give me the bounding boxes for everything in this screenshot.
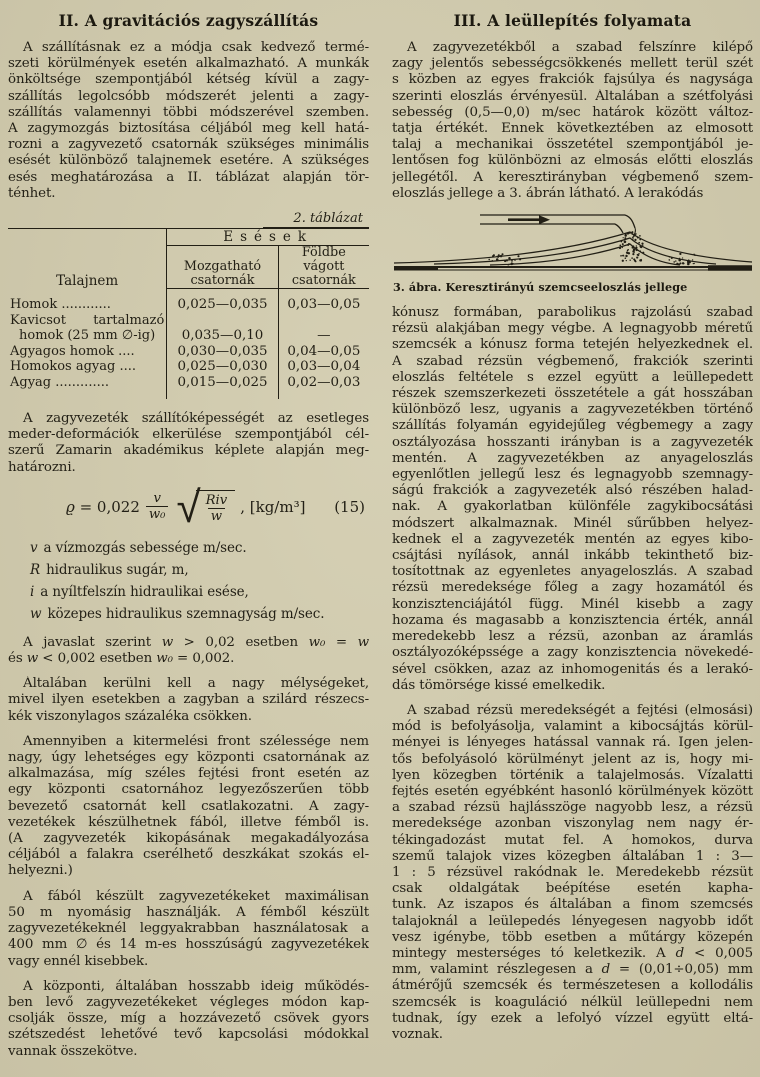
mobile-channel-value: 0,015—0,025 <box>167 375 278 400</box>
figure-3 <box>392 211 753 294</box>
equation-lhs: ϱ = 0,022 <box>66 497 140 516</box>
soil-type-line: Agyag ............. <box>10 374 109 390</box>
mobile-channel-value: 0,025—0,030 <box>167 359 278 375</box>
table-label-text: 2. táblázat <box>263 211 369 228</box>
text-line: esés meghatározása a II. táblázat alapján tör- <box>8 169 369 185</box>
text-line: önköltsége szempontjából kétség kívül a zagy- <box>8 72 369 88</box>
mobile-channel-value: 0,030—0,035 <box>167 344 278 360</box>
text-line: 50 m nyomásig használják. A fémből készült <box>8 904 369 920</box>
text-line: szemcsék a kónusz forma tetején helyezkednek el. <box>392 337 753 353</box>
text-line: tős befolyásoló körülményt jelent az is, hogy mi- <box>392 751 753 767</box>
table-row <box>8 359 369 375</box>
text-line: módszert alkalmaznak. Minél sűrűbben helyez- <box>392 515 753 531</box>
text-line: a szabad rézsü hajlásszöge nagyobb lesz, a rézsü <box>392 800 753 816</box>
text-line: szállítás valamennyi többi módszerével szemben. <box>8 104 369 120</box>
text-line: kednek el a zagyvezeték mentén az egyes kibo- <box>392 531 753 547</box>
square-root <box>176 481 235 533</box>
text-line: lyen közegben történik a talajelmosás. Vízalatti <box>392 767 753 783</box>
right-column-blocks <box>392 40 753 1043</box>
text-line: talajoknál a leülepedés lényegesen nagyobb időt <box>392 913 753 929</box>
subheader-line: csatornák <box>190 273 255 289</box>
text-line: ben levő zagyvezetékeket végleges módon kap- <box>8 994 369 1010</box>
text-line: konzisztenciájától függ. Minél kisebb a zagy <box>392 596 753 612</box>
text-line: szállítás folyamán egyidejűleg végbemegy a zagy <box>392 418 753 434</box>
left-column <box>8 8 369 1069</box>
text-line: A központi, általában hosszabb ideig működés- <box>23 978 369 994</box>
text-line: nak. A gyakorlatban különféle zagykibocsátási <box>392 499 753 515</box>
symbol-definition: R hidraulikus sugár, m, <box>30 561 189 578</box>
paragraph <box>8 889 369 970</box>
symbol-definition: i a nyíltfelszín hidraulikai esése, <box>30 583 249 600</box>
column-header-talajnem: Talajnem <box>8 229 167 289</box>
column-subheader <box>167 246 278 289</box>
text-line: 1 : 5 rézsüvel rakódnak le. Meredekebb rézsüt <box>392 864 753 880</box>
text-line: A szabad rézsün végbemenő, frakciók szerinti <box>392 353 753 369</box>
text-line: eloszlás feltétele s ezzel együtt a leüllepedett <box>392 369 753 385</box>
text-line: A szabad rézsü meredekségét a fejtési (elmosási) <box>407 702 753 718</box>
text-line: szerinti eloszlás érvényesül. Általában a szétfolyási <box>392 88 753 104</box>
right-column <box>392 8 753 1069</box>
text-line: tékingadozást mutat fel. A homokos, durva <box>392 832 753 848</box>
slope-table <box>8 228 369 399</box>
soil-type-line: Homok ............ <box>10 297 111 313</box>
text-line: hozama és magasabb a konzisztencia érték, annál <box>392 612 753 628</box>
section-heading-ii: II. A gravitációs zagyszállítás <box>58 11 319 30</box>
text-line: ményei is lényeges hatással vannak rá. Igen jelen- <box>392 735 753 751</box>
text-line: szerű Zamarin akadémikus képlete alapján meg- <box>8 443 369 459</box>
paragraph <box>8 635 369 667</box>
paragraph <box>392 703 753 1043</box>
text-line: szállítás legolcsóbb módszerét jelenti a zagy- <box>8 88 369 104</box>
text-line: tudnak, így ezek a lefolyó vízzel együtt eltá- <box>392 1010 753 1026</box>
figure-3-drawing <box>392 211 754 275</box>
text-line: vezetékek készülhetnek fából, illetve fémből is. <box>8 814 369 830</box>
soil-type-cell <box>8 344 167 360</box>
radicand-fraction: $\frac{\text{Riv}}{w}$ <box>205 492 228 524</box>
soil-type-cell <box>8 313 167 344</box>
text-line: sével csökken, azaz az inhomogenitás és a lerakó- <box>392 661 753 677</box>
cut-channel-value: 0,04—0,05 <box>287 343 361 359</box>
text-line: csájtási nyílások, annál inkább tekinthető biz- <box>392 548 753 564</box>
mobile-channel-value: 0,035—0,10 <box>167 313 278 344</box>
text-line: tosítottnak az egyenletes anyageloszlás. A szabad <box>392 564 753 580</box>
text-line: fejtés esetén egyébként hasonló körülmények között <box>392 783 753 799</box>
text-line: különböző lesz, ugyanis a zagyvezetékben történő <box>392 402 753 418</box>
text-line: mm, valamint részlegesen a d = (0,01÷0,05) mm <box>392 962 753 978</box>
text-line: jellegétől. A keresztirányban végbemenő szem- <box>392 169 753 185</box>
cut-channel-value: 0,03—0,05 <box>287 297 361 313</box>
text-line: 400 mm ∅ és 14 m-es hosszúságú zagyvezetékek <box>8 937 369 953</box>
text-line: A zagymozgás biztosítása céljából meg kell hatá- <box>8 121 369 137</box>
text-line: vagy ennél kisebbek. <box>8 953 149 969</box>
slope-table-head <box>8 229 369 289</box>
text-line: csolják össze, míg a hozzávezető csövek gyors <box>8 1011 369 1027</box>
table-label <box>8 211 369 228</box>
text-line: A javaslat szerint w > 0,02 esetben w₀ = w <box>23 634 369 650</box>
text-line: szétszedést lehetővé tevő kapcsolási módokkal <box>8 1027 369 1043</box>
soil-type-cell <box>8 289 167 313</box>
cut-channel-value: — <box>317 328 331 344</box>
subheader-line: Mozgatható <box>183 259 262 275</box>
text-line: dás tömörsége kissé emelkedik. <box>392 677 606 693</box>
text-line: A zagyvezetékből a szabad felszínre kilépő <box>407 40 753 55</box>
text-line: nagy, úgy lehetséges egy központi csatornának az <box>8 750 369 766</box>
paragraph <box>8 676 369 725</box>
text-line: Amennyiben a kitermelési front szélessége nem <box>23 733 369 749</box>
soil-type-cell <box>8 375 167 400</box>
paragraph <box>8 979 369 1060</box>
flow-direction-arrow-icon <box>508 215 550 224</box>
text-line: szemű talajok vizes közegben általában 1 : 3— <box>392 848 753 864</box>
text-line: szemcsék is koaguláció nélkül leüllepedni nem <box>392 994 753 1010</box>
radical-sign: √ <box>176 481 201 533</box>
paragraph <box>392 305 753 694</box>
text-line: tatja értékét. Ennek következtében az elmosott <box>392 121 753 137</box>
symbol-definition: v a vízmozgás sebessége m/sec. <box>30 539 247 556</box>
table-row <box>8 313 369 344</box>
text-line: talaj a mechanikai összetétel szempontjából je- <box>392 137 753 153</box>
text-line: szeti körülmények esetén alkalmazható. A munkák <box>8 56 369 72</box>
symbol-definitions <box>8 537 369 625</box>
text-line: kék viszonylagos százaléka csökken. <box>8 708 252 724</box>
symbol-definition: w közepes hidraulikus szemnagyság m/sec. <box>30 605 325 622</box>
table-row <box>8 289 369 313</box>
text-line: meredekebb lesz a rézsü, azonban az áramlás <box>392 629 753 645</box>
text-line: tunk. Az iszapos és általában a finom szemcsés <box>392 897 753 913</box>
text-line: sebesség (0,5—0,0) m/sec határok között változ- <box>392 104 753 120</box>
text-line: lentősen fog különbözni az elmosás előtti eloszlás <box>392 153 753 169</box>
soil-type-line: Homokos agyag .... <box>10 359 136 375</box>
equation-number: (15) <box>334 497 365 516</box>
text-line: Általában kerülni kell a nagy mélységeket, <box>23 676 369 692</box>
velocity-fraction: $\frac{v}{\text{w₀}}$ <box>146 491 169 522</box>
subheader-line: vágott <box>303 259 345 275</box>
subheader-line: csatornák <box>291 273 356 289</box>
text-line: egy központi csatornához legyezőszerűen több <box>8 782 369 798</box>
text-line: átmérőjű szemcsék és természetesen a kollodális <box>392 978 753 994</box>
column-subheader <box>278 246 369 289</box>
text-line: A szállításnak ez a módja csak kedvező termé- <box>23 40 369 55</box>
text-line: mintegy mesterséges tó keletkezik. A d < 0,005 <box>392 945 753 961</box>
text-line: meder-deformációk elkerülése szempontjából cél- <box>8 427 369 443</box>
paragraph <box>8 734 369 880</box>
deposition-cone-curves <box>394 232 752 265</box>
equation-units: , [kg/m³] <box>240 497 306 516</box>
text-line: mivel ilyen esetekben a zagyban a szilárd részecs- <box>8 692 369 708</box>
text-line: csak oldalgátak beépítése esetén kapha- <box>392 881 753 897</box>
paragraph <box>8 40 369 202</box>
soil-type-line: homok (25 mm ∅-ig) <box>19 328 156 344</box>
text-line: osztályozóképssége a zagy konzisztencia növekedé- <box>392 645 753 661</box>
subheader-line: Földbe <box>301 245 346 261</box>
text-line: helyezni.) <box>8 863 73 879</box>
text-line: alkalmazása, míg széles fejtési front esetén az <box>8 766 369 782</box>
text-line: zagy jelentős sebességcsökkenés mellett terül szét <box>392 56 753 72</box>
text-line: bevezető csatornát kell csatlakozatni. A zagy- <box>8 798 369 814</box>
paragraph <box>392 40 753 202</box>
text-line: s közben az egyes frakciók fajsúlya és nagysága <box>392 72 753 88</box>
cut-channel-value: 0,02—0,03 <box>287 374 361 390</box>
left-column-blocks <box>8 40 369 1060</box>
text-line: A fából készült zagyvezetékeket maximálisan <box>23 888 369 904</box>
text-line: A zagyvezeték szállítóképességét az esetleges <box>23 411 369 427</box>
text-line: mentén. A zagyvezetékben az anyageloszlás <box>392 450 753 466</box>
text-line: és w < 0,002 esetben w₀ = 0,002. <box>8 651 235 667</box>
text-line: rozni a zagyvezető csatornák szükséges minimális <box>8 137 369 153</box>
table-row <box>8 375 369 400</box>
table-header-row <box>8 229 369 246</box>
text-line: rézsü alakjában megy végbe. A legnagyobb méretű <box>392 321 753 337</box>
baseline <box>394 267 752 270</box>
mobile-channel-value: 0,025—0,035 <box>167 289 278 313</box>
text-line: ténhet. <box>8 185 56 201</box>
text-line: vannak összekötve. <box>8 1043 138 1059</box>
equation-15 <box>8 481 369 533</box>
soil-type-line: Agyagos homok .... <box>10 343 135 359</box>
text-line: eloszlás jellege a 3. ábrán látható. A lerakódás <box>392 185 704 201</box>
text-line: voznak. <box>392 1026 443 1042</box>
soil-type-line: Kavicsot tartalmazó <box>10 312 165 328</box>
table-row <box>8 344 369 360</box>
figure-caption: 3. ábra. Keresztirányú szemcseeloszlás jellege <box>393 280 688 295</box>
text-line: mód is befolyásolja, valamint a kibocsájtás körül- <box>392 719 753 735</box>
slope-table-body <box>8 289 369 400</box>
text-line: határozni. <box>8 459 76 475</box>
text-line: céljából a falakra cserélhető deszkákat szokás el- <box>8 847 369 863</box>
text-line: részek szemszerkezeti összetétele a gát hosszában <box>392 386 753 402</box>
paragraph <box>8 411 369 476</box>
text-line: vesz igénybe, több esetben a műtárgy közepén <box>392 929 753 945</box>
text-line: meredeksége azonban viszonylag nem nagy ér- <box>392 816 753 832</box>
section-heading-iii: III. A leüllepítés folyamata <box>453 11 692 30</box>
cut-channel-value: 0,03—0,04 <box>287 359 361 375</box>
text-line: rézsü meredeksége főleg a zagy hozamától és <box>392 580 753 596</box>
radicand <box>196 490 236 524</box>
text-line: (A zagyvezeték kikopásának megakadályozása <box>8 831 369 847</box>
text-line: zagyvezetékeknél leggyakrabban használatosak a <box>8 921 369 937</box>
text-line: egyenlőtlen jellegű lesz és legnagyobb szemnagy- <box>392 467 753 483</box>
column-group-header: Esések <box>167 229 369 246</box>
text-line: ságú frakciók a zagyvezeték alsó részében halad- <box>392 483 753 499</box>
soil-type-cell <box>8 359 167 375</box>
text-line: kónusz formában, parabolikus rajzolású szabad <box>392 305 753 321</box>
slurry-pipe <box>480 215 635 240</box>
text-line: esését különböző talajnemek esetére. A szükséges <box>8 153 369 169</box>
text-line: osztályozása hosszanti irányban is a zagyvezeték <box>392 434 753 450</box>
